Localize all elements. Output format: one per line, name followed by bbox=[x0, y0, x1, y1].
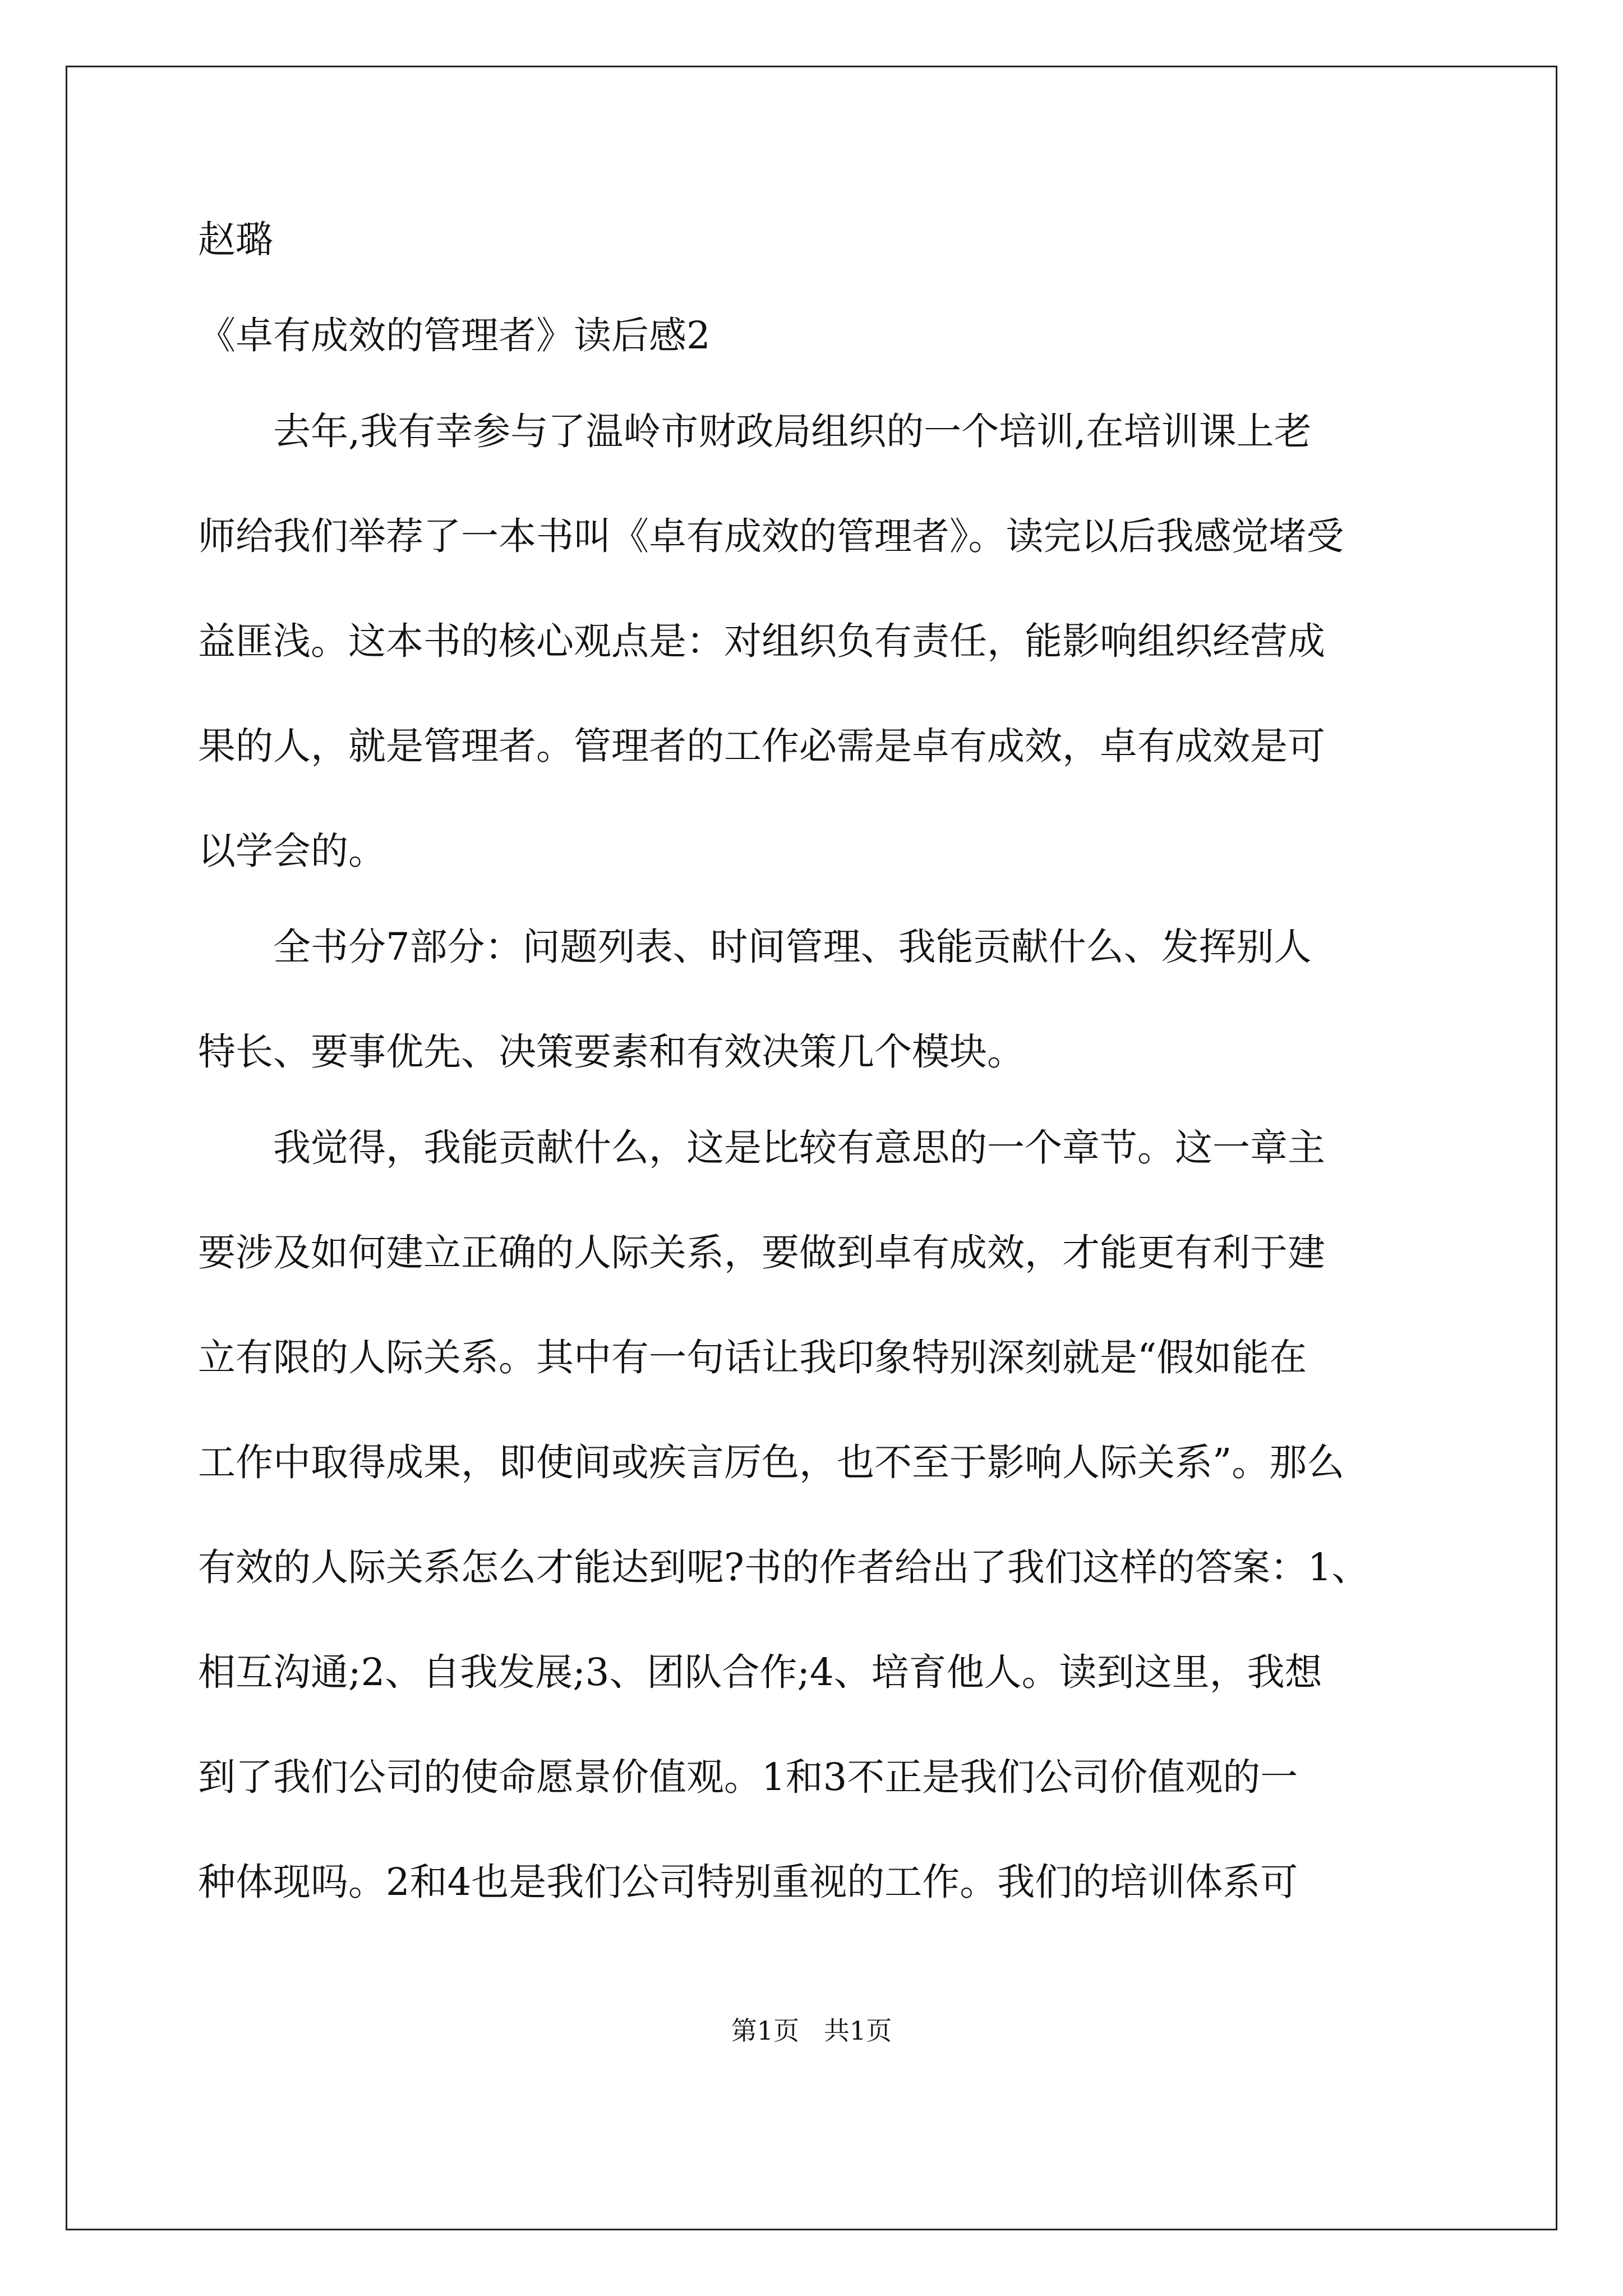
paragraph-line: 以学会的。 bbox=[198, 829, 386, 873]
page-number-footer: 第1页 共1页 bbox=[731, 2016, 892, 2046]
paragraph-2 bbox=[198, 921, 1426, 1078]
paragraph-line: 我觉得，我能贡献什么，这是比较有意思的一个章节。这一章主 bbox=[273, 1126, 1325, 1170]
document-body bbox=[198, 213, 1426, 1952]
paragraph-line: 种体现吗。2和4也是我们公司特别重视的工作。我们的培训体系可 bbox=[198, 1860, 1298, 1904]
paragraph-line: 全书分7部分：问题列表、时间管理、我能贡献什么、发挥别人 bbox=[273, 925, 1312, 969]
author-name: 赵璐 bbox=[198, 218, 273, 261]
paragraph-line: 师给我们举荐了一本书叫《卓有成效的管理者》。读完以后我感觉堵受 bbox=[198, 514, 1344, 558]
paragraph-line: 特长、要事优先、决策要素和有效决策几个模块。 bbox=[198, 1030, 1025, 1074]
paragraph-1 bbox=[198, 405, 1426, 877]
paragraph-3 bbox=[198, 1121, 1426, 1908]
paragraph-line: 立有限的人际关系。其中有一句话让我印象特别深刻就是“假如能在 bbox=[198, 1336, 1307, 1379]
document-title: 《卓有成效的管理者》读后感2 bbox=[198, 314, 711, 357]
paragraph-line: 益匪浅。这本书的核心观点是：对组织负有责任，能影响组织经营成 bbox=[198, 619, 1325, 663]
paragraph-line: 工作中取得成果，即使间或疾言厉色，也不至于影响人际关系”。那么 bbox=[198, 1441, 1345, 1484]
paragraph-line: 相互沟通;2、自我发展;3、团队合作;4、培育他人。读到这里，我想 bbox=[198, 1650, 1322, 1694]
paragraph-line: 要涉及如何建立正确的人际关系，要做到卓有成效，才能更有利于建 bbox=[198, 1231, 1325, 1274]
paragraph-line: 到了我们公司的使命愿景价值观。1和3不正是我们公司价值观的一 bbox=[198, 1755, 1298, 1799]
paragraph-line: 去年,我有幸参与了温岭市财政局组织的一个培训,在培训课上老 bbox=[273, 409, 1312, 453]
paragraph-line: 有效的人际关系怎么才能达到呢?书的作者给出了我们这样的答案：1、 bbox=[198, 1545, 1370, 1589]
paragraph-line: 果的人，就是管理者。管理者的工作必需是卓有成效，卓有成效是可 bbox=[198, 724, 1325, 768]
